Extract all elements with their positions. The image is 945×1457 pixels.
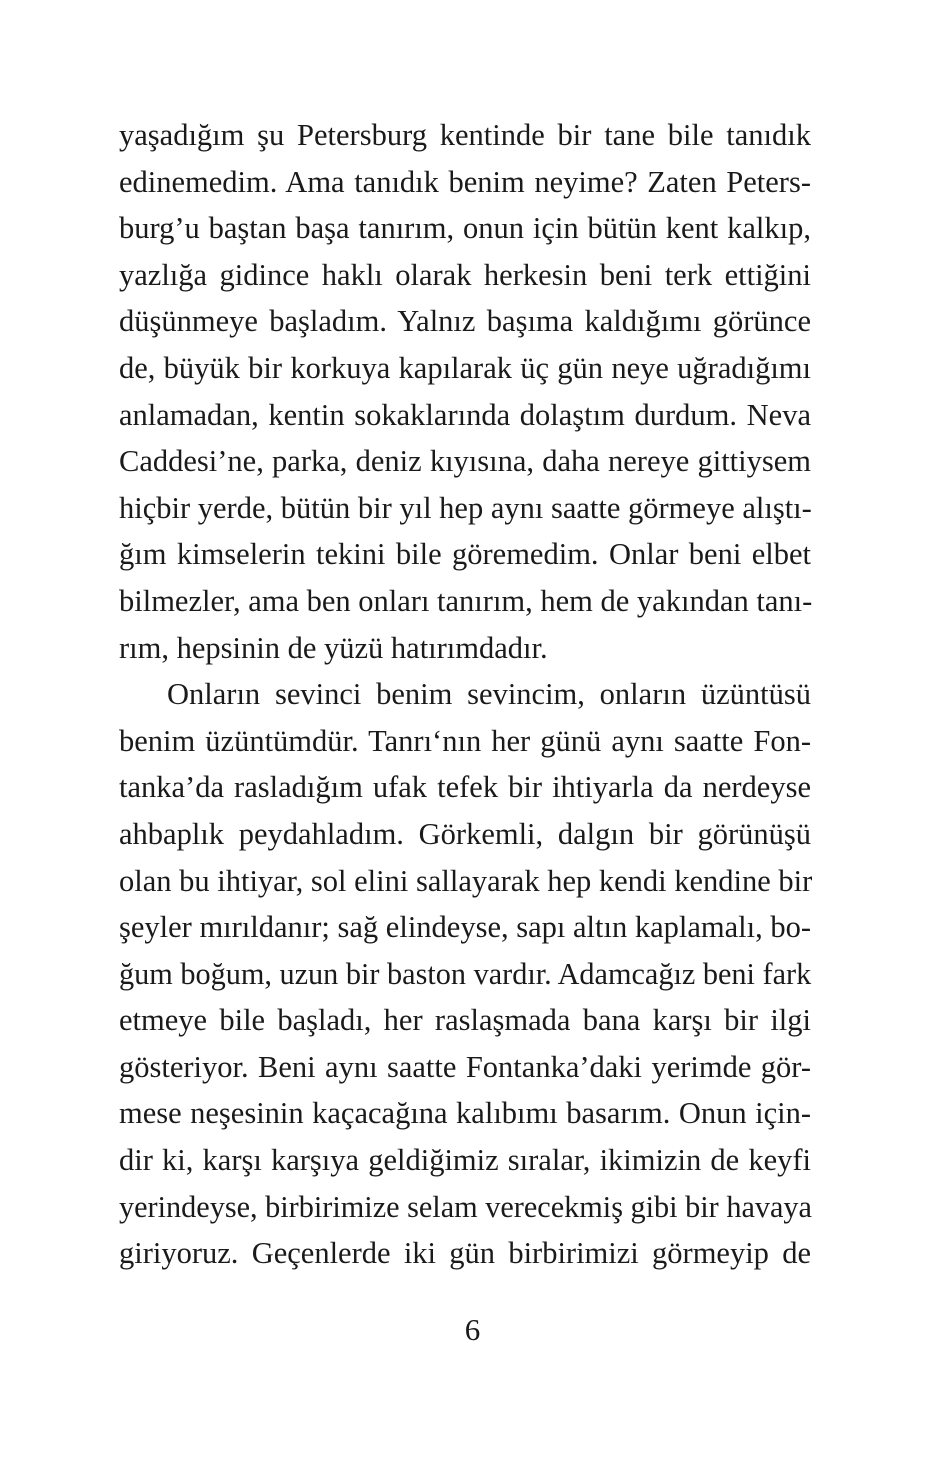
text-line: ğım kimselerin tekini bile göremedim. Onlar beni elbet: [119, 537, 811, 572]
text-line: ahbaplık peydahladım. Görkemli, dalgın bir görünüşü: [119, 816, 811, 851]
text-line: Caddesi’ne, parka, deniz kıyısına, daha nereye gittiysem: [119, 444, 811, 479]
text-line: dir ki, karşı karşıya geldiğimiz sıralar, ikimizin de keyfi: [119, 1143, 811, 1178]
text-line: yazlığa gidince haklı olarak herkesin beni terk ettiğini: [119, 257, 811, 292]
text-line: Onların sevinci benim sevincim, onların üzüntüsü: [167, 677, 811, 712]
paragraph-2: [119, 671, 811, 1277]
text-line: edinemedim. Ama tanıdık benim neyime? Zaten Peters-: [119, 164, 811, 199]
text-line: şeyler mırıldanır; sağ elindeyse, sapı altın kaplamalı, bo-: [119, 910, 811, 945]
text-line: tanka’da rasladığım ufak tefek bir ihtiyarla da nerdeyse: [119, 770, 811, 805]
text-line: yaşadığım şu Petersburg kentinde bir tane bile tanıdık: [119, 118, 811, 152]
text-line: benim üzüntümdür. Tanrı‘nın her günü aynı saatte Fon-: [119, 723, 811, 758]
text-line: mese neşesinin kaçacağına kalıbımı basarım. Onun için-: [119, 1096, 811, 1131]
text-line: burg’u baştan başa tanırım, onun için bütün kent kalkıp,: [119, 211, 811, 246]
text-line: gösteriyor. Beni aynı saatte Fontanka’daki yerimde gör-: [119, 1049, 811, 1084]
text-line: etmeye bile başladı, her raslaşmada bana karşı bir ilgi: [119, 1003, 811, 1038]
text-line: yerindeyse, birbirimize selam verecekmiş gibi bir havaya: [119, 1189, 812, 1224]
text-line: olan bu ihtiyar, sol elini sallayarak hep kendi kendine bir: [119, 863, 813, 898]
page-number: 6: [464, 1312, 481, 1347]
text-line: rım, hepsinin de yüzü hatırımdadır.: [119, 630, 548, 665]
text-line: düşünmeye başladım. Yalnız başıma kaldığımı görünce: [119, 304, 811, 339]
text-line: bilmezler, ama ben onları tanırım, hem de yakından tanı-: [119, 583, 813, 618]
text-line: de, büyük bir korkuya kapılarak üç gün neye uğradığımı: [119, 350, 811, 385]
text-line: ğum boğum, uzun bir baston vardır. Adamcağız beni fark: [119, 956, 812, 991]
text-line: giriyoruz. Geçenlerde iki gün birbirimizi görmeyip de: [119, 1236, 811, 1271]
text-line: hiçbir yerde, bütün bir yıl hep aynı saatte görmeye alıştı-: [119, 490, 812, 525]
body-text: [119, 112, 811, 1277]
paragraph-1: [119, 112, 811, 671]
text-line: anlamadan, kentin sokaklarında dolaştım durdum. Neva: [119, 397, 811, 432]
